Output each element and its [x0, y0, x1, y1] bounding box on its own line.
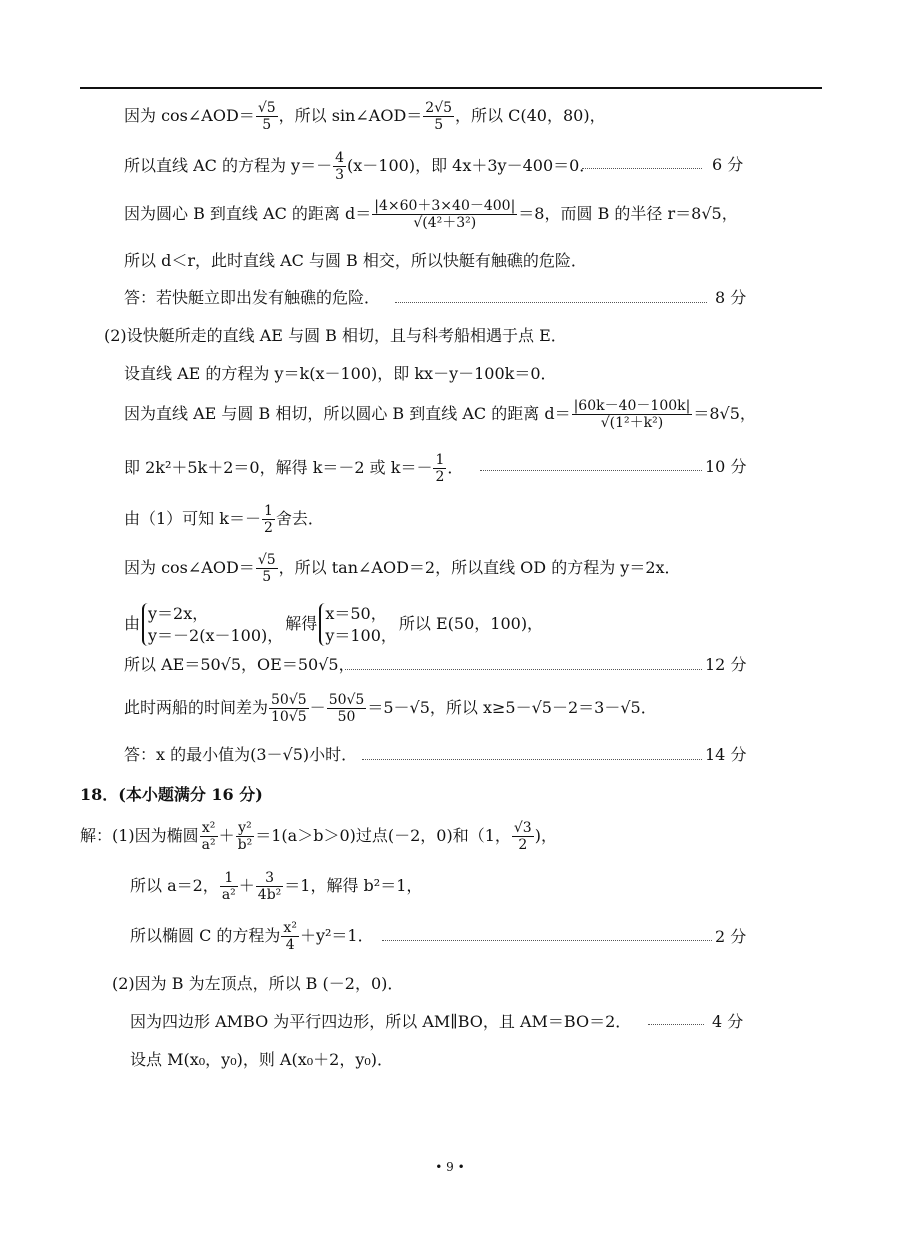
text: 所以椭圆 C 的方程为 — [130, 926, 281, 946]
numerator: √5 — [257, 552, 276, 568]
denominator: 4 — [285, 937, 295, 954]
score-label: 12 分 — [705, 655, 747, 674]
text: ，所以 sin∠AOD＝ — [278, 106, 423, 126]
line-4: 所以 d＜r，此时直线 AC 与圆 B 相交，所以快艇有触礁的危险． — [124, 251, 587, 270]
section-heading: 18．(本小题满分 16 分) — [80, 785, 263, 804]
denominator: a² — [201, 837, 216, 854]
line-19 — [130, 920, 374, 953]
fraction — [423, 100, 454, 133]
text: － — [309, 698, 326, 718]
fraction — [236, 820, 255, 853]
text: 因为直线 AE 与圆 B 相切，所以圆心 B 到直线 AC 的距离 d＝ — [124, 404, 571, 424]
fraction — [433, 452, 446, 485]
text: 由 — [124, 614, 141, 634]
numerator: 1 — [435, 452, 445, 468]
leader-dots — [582, 168, 702, 169]
line-7: 设直线 AE 的方程为 y＝k(x－100)，即 kx－y－100k＝0． — [124, 364, 557, 383]
score-label: 10 分 — [705, 457, 747, 476]
fraction — [262, 503, 275, 536]
text: 舍去． — [275, 509, 324, 529]
line-5: 答：若快艇立即出发有触礁的危险． — [124, 288, 381, 307]
fraction — [256, 100, 278, 133]
text: ＝8，而圆 B 的半径 r＝8√5， — [518, 204, 738, 224]
equation: y＝100， — [325, 625, 397, 645]
equation-system — [319, 603, 397, 646]
denominator: 50 — [337, 709, 356, 726]
line-3 — [124, 198, 738, 231]
leader-dots — [382, 940, 712, 941]
leader-dots — [345, 669, 702, 670]
line-1 — [124, 100, 606, 133]
text: ＝1，解得 b²＝1， — [284, 876, 423, 896]
numerator: 4 — [335, 150, 345, 166]
fraction — [512, 820, 534, 853]
denominator: √(1²＋k²) — [600, 415, 664, 432]
fraction — [256, 870, 283, 903]
fraction — [327, 692, 367, 725]
line-8 — [124, 398, 756, 431]
numerator: √5 — [257, 100, 276, 116]
line-2 — [124, 150, 595, 183]
fraction — [256, 552, 278, 585]
text: 所以 a＝2， — [130, 876, 219, 896]
line-12 — [124, 603, 543, 646]
text: 由（1）可知 k＝－ — [124, 509, 261, 529]
score-label: 4 分 — [712, 1012, 744, 1031]
equation: y＝－2(x－100)， — [148, 625, 284, 645]
denominator: 10√5 — [271, 709, 307, 726]
score-label: 2 分 — [715, 927, 747, 946]
text: ＝5－√5，所以 x≥5－√5－2＝3－√5． — [367, 698, 657, 718]
fraction — [372, 198, 517, 231]
denominator: 4b² — [257, 887, 282, 904]
numerator: 2√5 — [425, 100, 453, 116]
line-10 — [124, 503, 324, 536]
numerator: x² — [283, 920, 297, 936]
numerator: 1 — [220, 870, 238, 887]
text: 所以直线 AC 的方程为 y＝－ — [124, 156, 333, 176]
numerator: 1 — [263, 503, 273, 519]
text: ，所以 C(40，80)， — [455, 106, 606, 126]
text: 即 2k²＋5k＋2＝0，解得 k＝－2 或 k＝－ — [124, 458, 433, 478]
text: ＋y²＝1． — [299, 926, 374, 946]
numerator: y² — [236, 820, 255, 837]
text: ＝1(a＞b＞0)过点(－2，0)和（1， — [255, 826, 511, 846]
numerator: 50√5 — [271, 692, 307, 708]
line-9 — [124, 452, 463, 485]
line-14 — [124, 692, 657, 725]
fraction — [269, 692, 309, 725]
numerator: 3 — [256, 870, 283, 887]
text: (x－100)，即 4x＋3y－400＝0． — [347, 156, 596, 176]
line-20: (2)因为 B 为左顶点，所以 B (－2，0)． — [112, 974, 404, 993]
text: 所以 E(50，100)， — [398, 614, 544, 634]
numerator: √3 — [513, 820, 532, 836]
numerator: |4×60＋3×40－400| — [374, 198, 516, 214]
text: ＋ — [238, 876, 255, 896]
denominator: 3 — [335, 167, 345, 184]
fraction — [200, 820, 218, 853]
denominator: 2 — [263, 520, 273, 537]
text: ＝8√5， — [693, 404, 756, 424]
equation-system — [142, 603, 283, 646]
line-21: 因为四边形 AMBO 为平行四边形，所以 AM∥BO，且 AM＝BO＝2． — [130, 1012, 632, 1031]
denominator: 2 — [518, 837, 528, 854]
page-number: • 9 • — [435, 1160, 465, 1174]
numerator: 50√5 — [328, 692, 365, 708]
numerator: x² — [200, 820, 218, 837]
line-18 — [130, 870, 422, 903]
line-13: 所以 AE＝50√5，OE＝50√5， — [124, 655, 355, 674]
denominator: 5 — [262, 569, 272, 586]
fraction — [333, 150, 346, 183]
fraction — [281, 920, 299, 953]
text: 因为 cos∠AOD＝ — [124, 558, 255, 578]
line-6: (2)设快艇所走的直线 AE 与圆 B 相切，且与科考船相遇于点 E． — [104, 326, 567, 345]
denominator: a² — [221, 887, 236, 904]
line-22: 设点 M(x₀，y₀)，则 A(x₀＋2，y₀)． — [130, 1050, 394, 1069]
text: ＋ — [218, 826, 235, 846]
equation: x＝50， — [325, 604, 387, 623]
score-label: 14 分 — [705, 745, 747, 764]
denominator: b² — [237, 837, 253, 854]
text: ． — [447, 458, 464, 478]
denominator: 5 — [262, 117, 272, 134]
text: 此时两船的时间差为 — [124, 698, 269, 718]
score-label: 6 分 — [712, 155, 744, 174]
fraction — [572, 398, 693, 431]
equation: y＝2x， — [148, 604, 209, 623]
denominator: √(4²＋3²) — [413, 215, 477, 232]
text: 因为圆心 B 到直线 AC 的距离 d＝ — [124, 204, 372, 224]
text: 解：(1)因为椭圆 — [80, 826, 199, 846]
text: 因为 cos∠AOD＝ — [124, 106, 255, 126]
leader-dots — [648, 1024, 704, 1025]
score-label: 8 分 — [715, 288, 747, 307]
line-17 — [80, 820, 557, 853]
leader-dots — [395, 302, 707, 303]
fraction — [220, 870, 238, 903]
line-15: 答：x 的最小值为(3－√5)小时． — [124, 745, 358, 764]
text: 解得 — [285, 614, 318, 634]
denominator: 2 — [435, 469, 445, 486]
header-rule — [80, 87, 822, 89]
text: ，所以 tan∠AOD＝2，所以直线 OD 的方程为 y＝2x． — [278, 558, 681, 578]
text: )， — [534, 826, 557, 846]
denominator: 5 — [434, 117, 444, 134]
leader-dots — [480, 470, 702, 471]
numerator: |60k－40－100k| — [573, 398, 691, 414]
leader-dots — [362, 759, 702, 760]
line-11 — [124, 552, 681, 585]
